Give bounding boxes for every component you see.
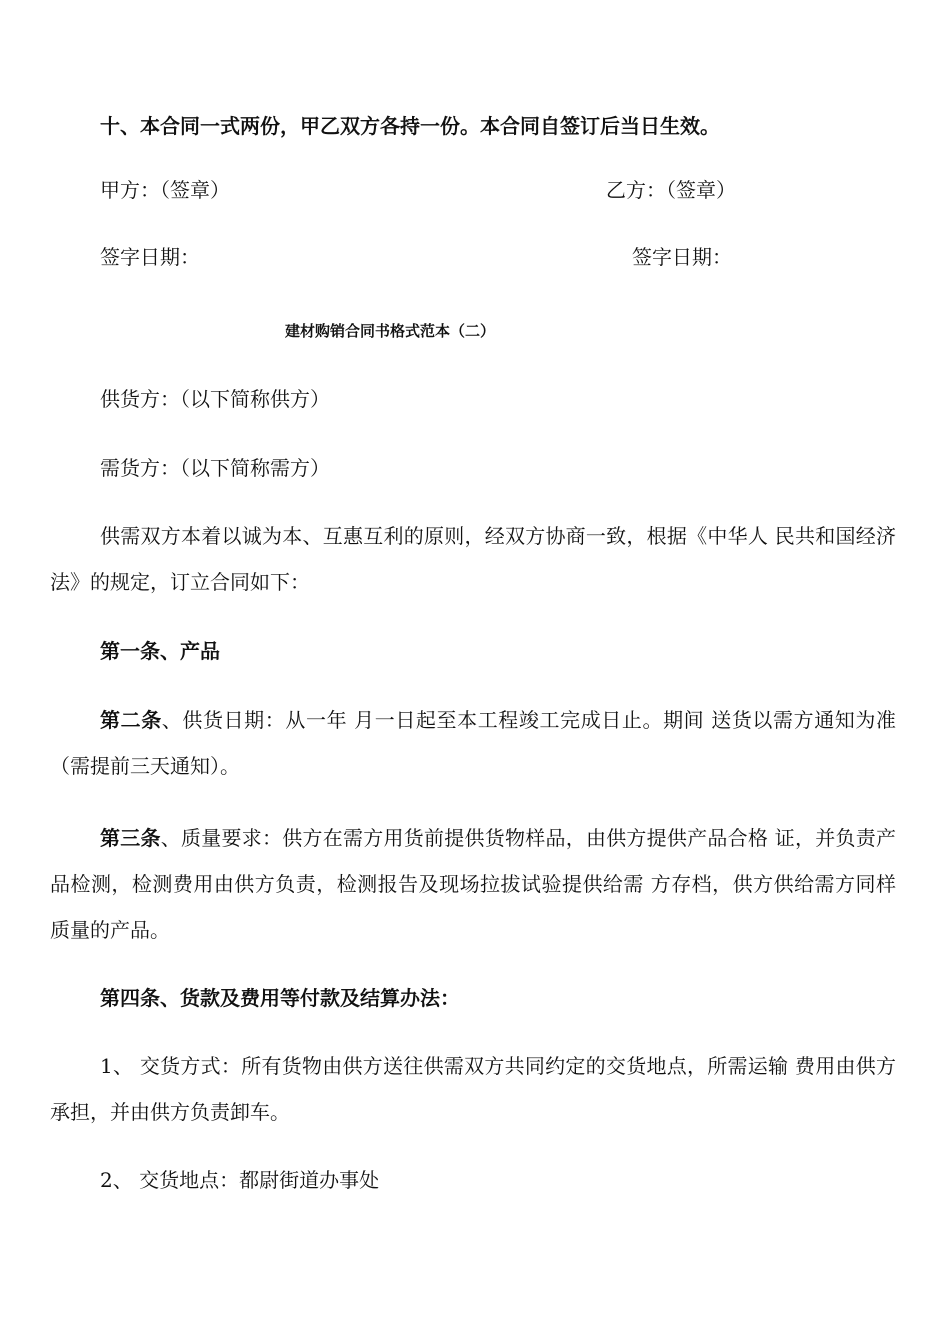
article-2-body: 、供货日期：从一年 月一日起至本工程竣工完成日止。期间 送货以需方通知为准（需提前三天通知）。 [50, 708, 897, 778]
article-3-paragraph [50, 815, 896, 953]
clause-10: 十、本合同一式两份，甲乙双方各持一份。本合同自签订后当日生效。 [100, 114, 720, 138]
buyer-line: 需货方：（以下简称需方） [100, 456, 330, 480]
article-3-heading: 第三条 [100, 826, 161, 850]
article-1-heading: 第一条、产品 [100, 639, 220, 663]
supplier-line: 供货方：（以下简称供方） [100, 387, 330, 411]
party-b-sign-date-label: 签字日期： [632, 245, 732, 269]
item-2-line: 2、 交货地点：都尉街道办事处 [100, 1168, 380, 1192]
article-2-paragraph [50, 697, 896, 789]
intro-paragraph: 供需双方本着以诚为本、互惠互利的原则，经双方协商一致，根据《中华人 民共和国经济法》的规定，订立合同如下： [50, 524, 896, 594]
article-3-body: 、质量要求：供方在需方用货前提供货物样品，由供方提供产品合格 证，并负责产品检测，检测费用由供方负责，检测报告及现场拉拔试验提供给需 方存档，供方供给需方同样质量的产品。 [50, 826, 897, 942]
party-b-signature-label: 乙方：（签章） [606, 178, 736, 202]
party-a-sign-date-label: 签字日期： [100, 245, 200, 269]
article-4-heading: 第四条、货款及费用等付款及结算办法： [100, 986, 460, 1010]
party-a-signature-label: 甲方：（签章） [100, 178, 230, 202]
item-1-paragraph: 1、 交货方式：所有货物由供方送往供需双方共同约定的交货地点，所需运输 费用由供方承担，并由供方负责卸车。 [50, 1054, 896, 1124]
contract-2-title: 建材购销合同书格式范本（二） [285, 322, 496, 340]
article-2-heading: 第二条 [100, 708, 162, 732]
